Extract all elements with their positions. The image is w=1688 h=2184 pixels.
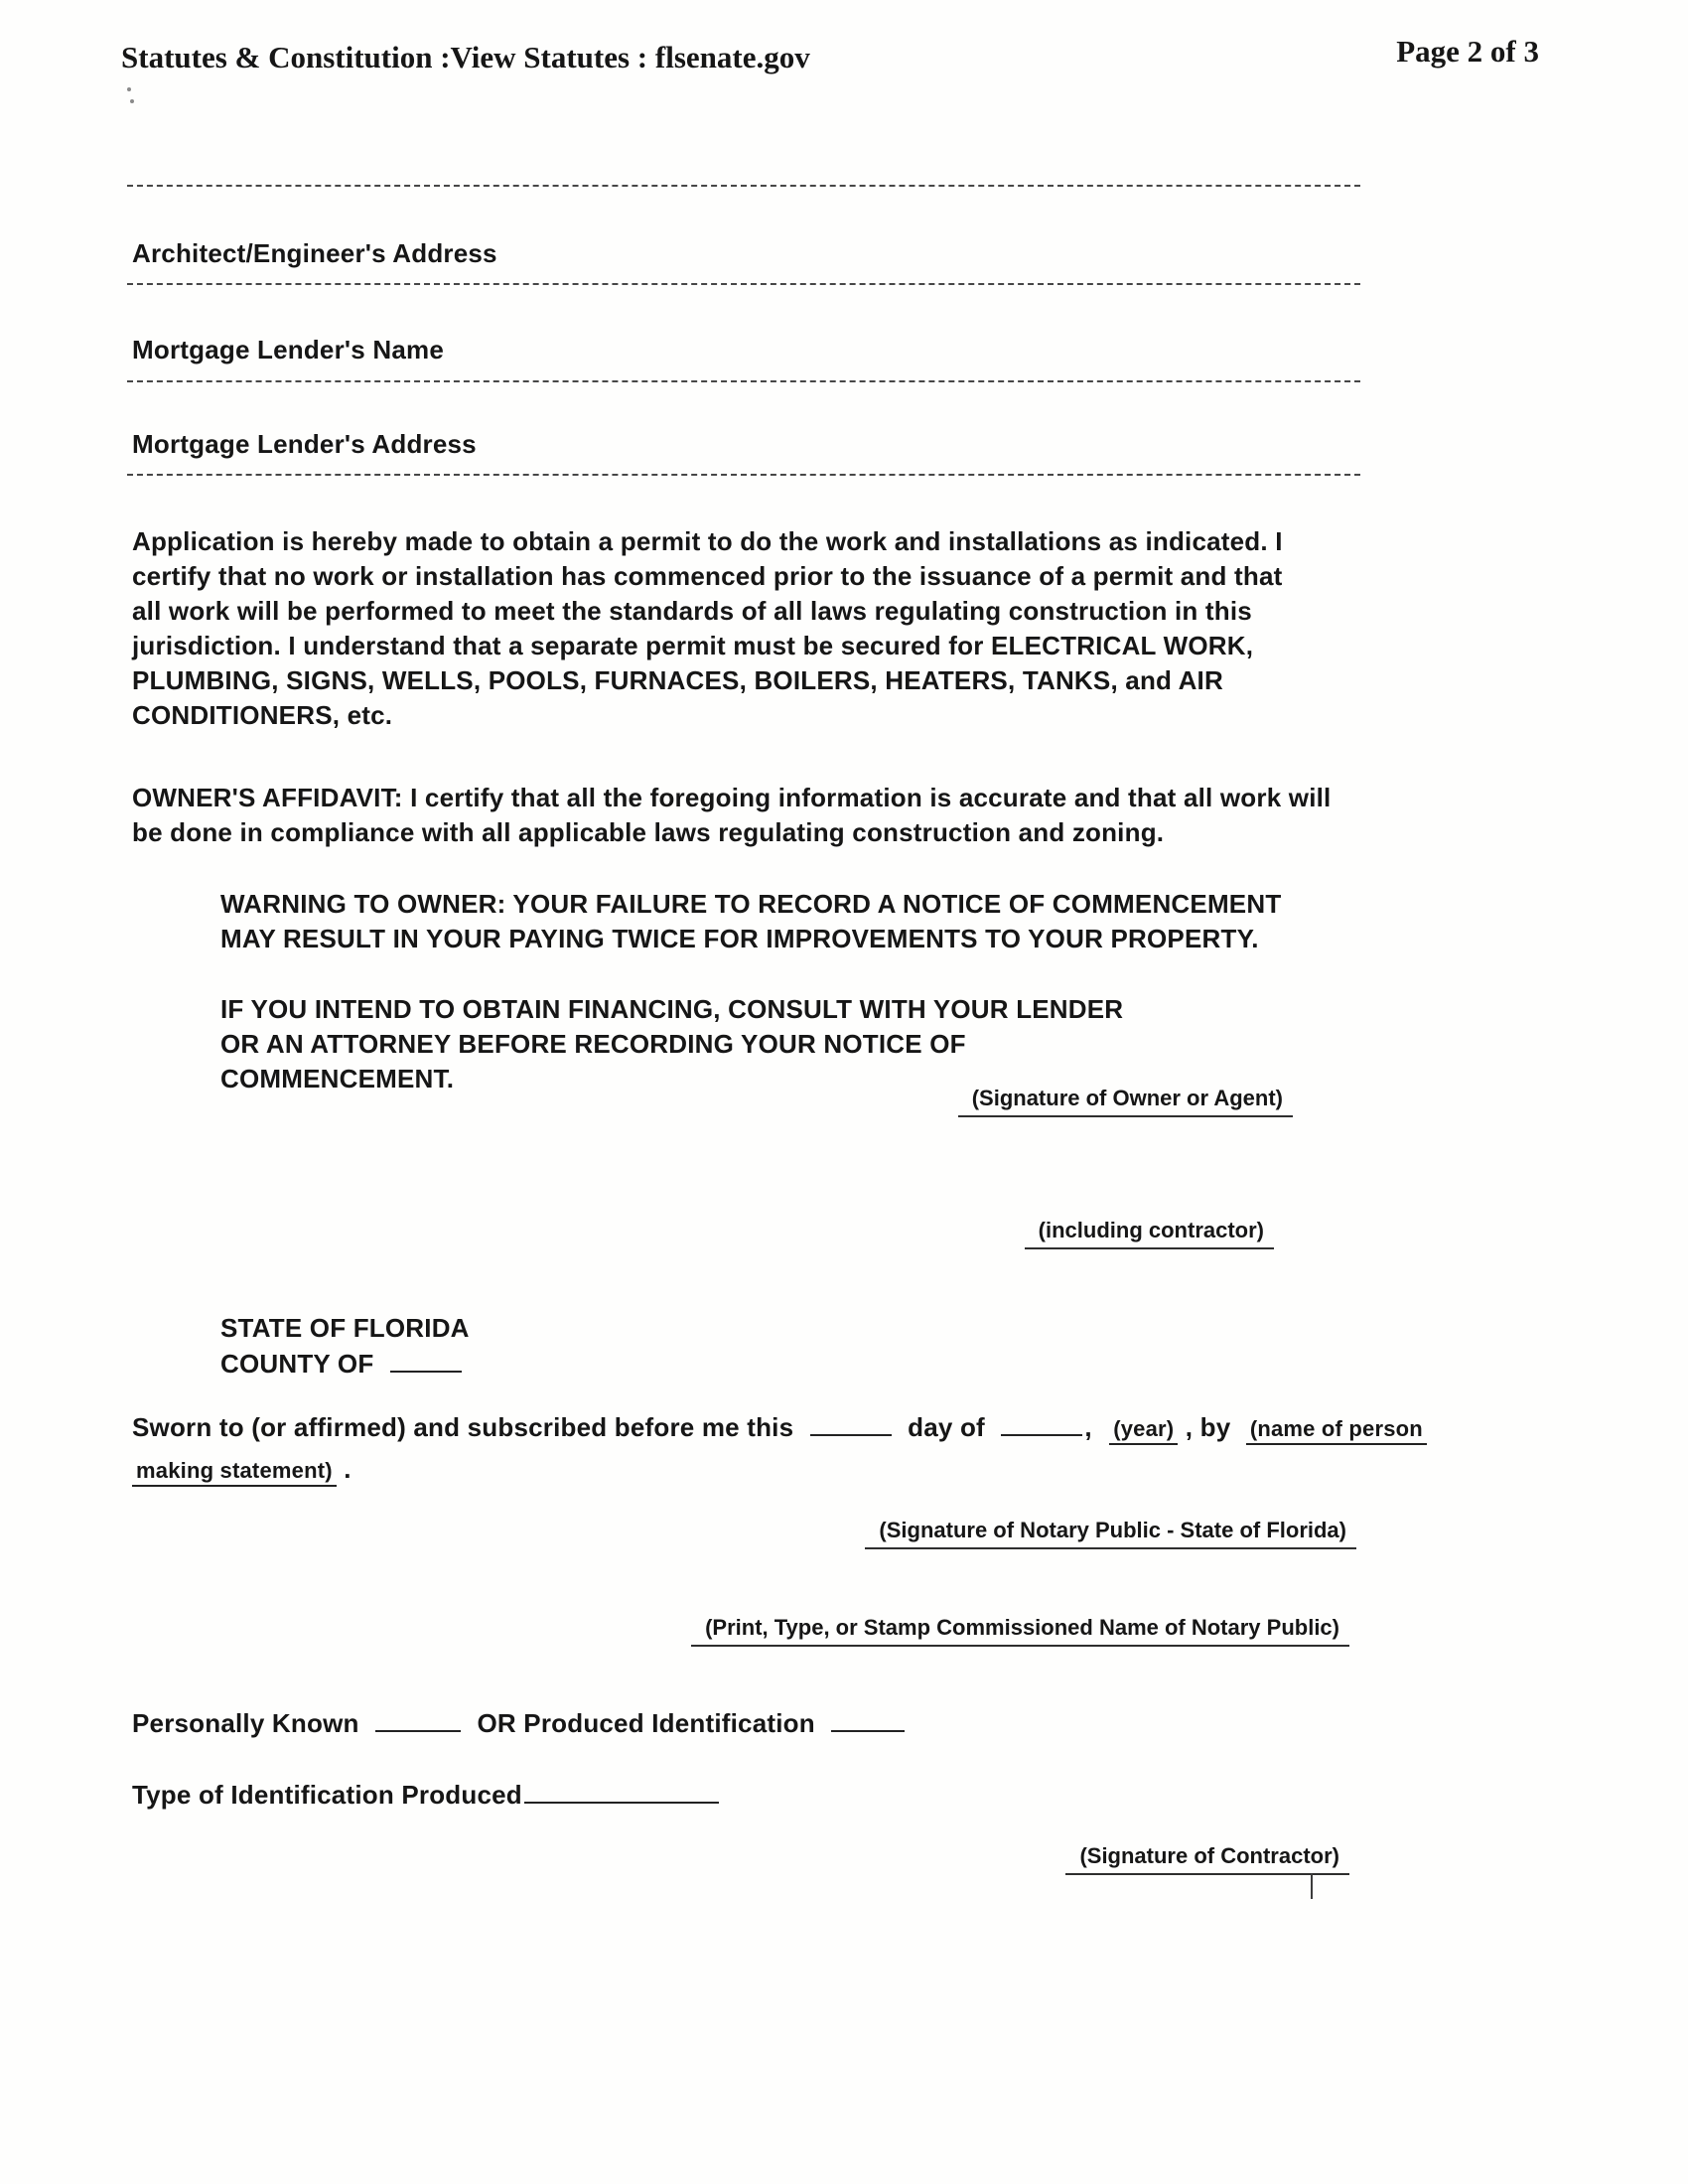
county-of-label: COUNTY OF <box>220 1349 374 1379</box>
sworn-period: . <box>344 1454 352 1484</box>
county-blank <box>390 1368 462 1373</box>
scan-mark <box>1311 1873 1313 1899</box>
sworn-year-label: (year) <box>1109 1416 1178 1445</box>
field-rule-architect-engineer-address <box>127 283 1360 285</box>
field-rule-mortgage-lender-address <box>127 474 1360 476</box>
signature-line-notary <box>865 1518 1356 1549</box>
sworn-day-of: day of <box>908 1412 985 1442</box>
county-of-line <box>220 1349 471 1380</box>
signature-line-including-contractor <box>1025 1218 1274 1249</box>
page-number: Page 2 of 3 <box>1396 34 1539 69</box>
state-of-florida: STATE OF FLORIDA <box>220 1313 470 1343</box>
sworn-lead: Sworn to (or affirmed) and subscribed before me this <box>132 1412 794 1442</box>
field-label-architect-engineer-address: Architect/Engineer's Address <box>132 238 497 268</box>
signature-contractor-caption: (Signature of Contractor) <box>1065 1843 1349 1875</box>
produced-identification-blank <box>831 1727 905 1732</box>
sworn-comma: , <box>1084 1412 1092 1442</box>
sworn-statement-line2 <box>132 1454 352 1485</box>
signature-line-owner-agent <box>958 1086 1293 1117</box>
including-contractor-caption: (including contractor) <box>1025 1218 1274 1249</box>
warning-to-owner: WARNING TO OWNER: YOUR FAILURE TO RECORD A NOTICE OF COMMENCEMENT MAY RESULT IN YOUR PAYING TWICE FOR IMPROVEMENTS TO YOUR PROPERTY. <box>220 889 1282 953</box>
sworn-name-label-part2: making statement) <box>132 1458 337 1487</box>
horizontal-rule-top <box>127 185 1360 187</box>
type-of-identification-blank <box>524 1799 719 1804</box>
signature-notary-caption: (Signature of Notary Public - State of Florida) <box>865 1518 1356 1549</box>
type-of-identification-line <box>132 1780 728 1811</box>
sworn-statement-line1 <box>132 1412 1427 1443</box>
signature-line-contractor <box>1065 1843 1349 1875</box>
field-rule-mortgage-lender-name <box>127 380 1360 382</box>
personally-known-line <box>132 1708 914 1739</box>
notary-commissioned-name-caption: (Print, Type, or Stamp Commissioned Name of Notary Public) <box>691 1615 1349 1647</box>
field-label-mortgage-lender-address: Mortgage Lender's Address <box>132 429 477 459</box>
signature-owner-agent-caption: (Signature of Owner or Agent) <box>958 1086 1293 1117</box>
sworn-month-blank <box>1001 1431 1082 1436</box>
personally-known-label: Personally Known <box>132 1708 359 1738</box>
scan-artifact <box>127 87 131 91</box>
personally-known-blank <box>375 1727 461 1732</box>
page-header-title: Statutes & Constitution :View Statutes : flsenate.gov <box>121 40 810 74</box>
sworn-by: , by <box>1185 1412 1231 1442</box>
sworn-day-blank <box>810 1431 892 1436</box>
sworn-name-label-part1: (name of person <box>1246 1416 1427 1445</box>
financing-notice: IF YOU INTEND TO OBTAIN FINANCING, CONSULT WITH YOUR LENDER OR AN ATTORNEY BEFORE RECORDING YOUR NOTICE OF COMMENCEMENT. <box>220 994 1124 1093</box>
type-of-identification-label: Type of Identification Produced <box>132 1780 522 1810</box>
notary-commissioned-name-line <box>691 1615 1349 1647</box>
or-produced-identification-label: OR Produced Identification <box>477 1708 815 1738</box>
application-statement: Application is hereby made to obtain a permit to do the work and installations as indicated. I certify that no work or installation has commenced prior to the issuance of a permit and that all work will be performed to meet the standards of all laws regulating construction in this jurisdiction. I understand that a separate permit must be secured for ELECTRICAL WORK, PLUMBING, SIGNS, WELLS, POOLS, FURNACES, BOILERS, HEATERS, TANKS, and AIR CONDITIONERS, etc. <box>132 526 1283 730</box>
scan-artifact <box>130 99 134 103</box>
field-label-mortgage-lender-name: Mortgage Lender's Name <box>132 335 444 364</box>
owners-affidavit: OWNER'S AFFIDAVIT: I certify that all the foregoing information is accurate and that all work will be done in compliance with all applicable laws regulating construction and zoning. <box>132 783 1332 847</box>
